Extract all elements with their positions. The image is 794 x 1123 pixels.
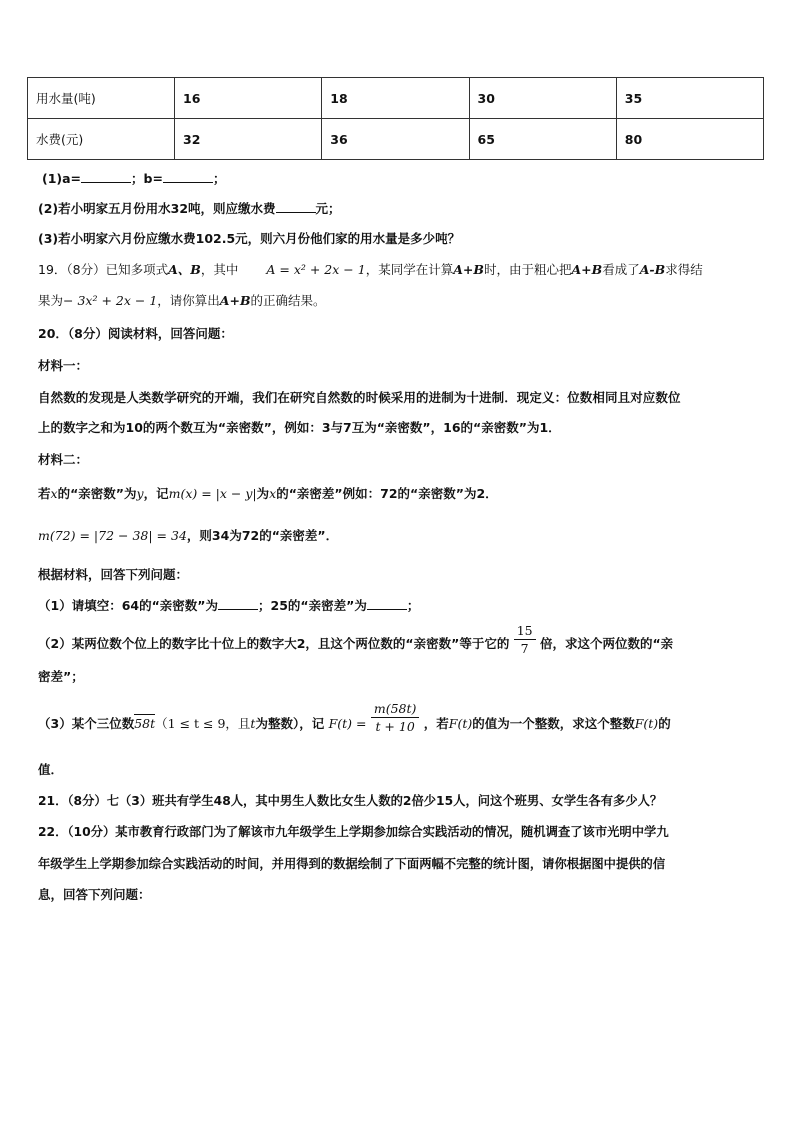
q20-title: 20．（8分）阅读材料，回答问题：: [38, 326, 233, 341]
material-one-title: 材料一：: [38, 358, 89, 373]
table-cell: 80: [616, 119, 763, 160]
q18-part2: (2)若小明家五月份用水32吨，则应缴水费 元；: [38, 201, 341, 216]
table-cell: 16: [175, 78, 322, 119]
table-row: [28, 119, 764, 160]
answer-blank[interactable]: [81, 170, 131, 183]
q20-sub2-line1: （2）某两位数个位上的数字比十位上的数字大2，且这个两位数的“亲密数”等于它的 $\frac{15}{7}$ 倍，求这个两位数的“亲: [38, 623, 674, 656]
table-cell: 35: [616, 78, 763, 119]
q19-line1: 19．（8分）已知多项式A、B，其中 A = x² + 2x − 1，某同学在计算A+B时，由于粗心把A+B看成了A-B求得结: [38, 262, 703, 277]
three-digit-number: 58t: [134, 716, 156, 731]
material-two-title: 材料二：: [38, 452, 89, 467]
material-one-line2: 上的数字之和为10的两个数互为“亲密数”，例如：3与7互为“亲密数”，16的“亲密数”为1．: [38, 420, 561, 435]
expr-a: A = x² + 2x − 1: [266, 262, 366, 277]
material-one-line1: 自然数的发现是人类数学研究的开端，我们在研究自然数的时候采用的进制为十进制．现定义：位数相同且对应数位: [38, 390, 681, 405]
q22-line2: 年级学生上学期参加综合实践活动的时间，并用得到的数据绘制了下面两幅不完整的统计图，请你根据图中提供的信: [38, 857, 666, 871]
table-cell: 18: [322, 78, 469, 119]
q20-ask: 根据材料，回答下列问题：: [38, 567, 189, 582]
answer-blank[interactable]: [367, 597, 407, 610]
table-row: [28, 78, 764, 119]
answer-blank[interactable]: [163, 170, 213, 183]
q20-sub3-line2: 值．: [38, 762, 64, 777]
material-two-line2: m(72) = |72 − 38| = 34，则34为72的“亲密差”．: [38, 528, 339, 543]
expr-m72: m(72) = |72 − 38| = 34: [38, 528, 187, 543]
q18-part3: (3)若小明家六月份应缴水费102.5元，则六月份他们家的用水量是多少吨？: [38, 231, 461, 246]
table-cell: 30: [469, 78, 616, 119]
answer-blank[interactable]: [276, 200, 316, 213]
q19-line2: 果为− 3x² + 2x − 1，请你算出A+B的正确结果。: [38, 293, 326, 308]
table-cell: 65: [469, 119, 616, 160]
table-cell: 36: [322, 119, 469, 160]
table-cell: 水费(元): [28, 119, 175, 160]
expr-mx: m(x) = |x − y|: [168, 486, 257, 501]
q22-line1: 22．（10分）某市教育行政部门为了解该市九年级学生上学期参加综合实践活动的情况，随机调查了该市光明中学九: [38, 825, 669, 839]
fraction-15-7: $\frac{15}{7}$: [514, 622, 536, 657]
expr-result: − 3x² + 2x − 1: [63, 293, 158, 308]
table-cell: 32: [175, 119, 322, 160]
q20-sub2-line2: 密差”；: [38, 669, 84, 684]
table-cell: 用水量(吨): [28, 78, 175, 119]
answer-blank[interactable]: [218, 597, 258, 610]
material-two-line1: 若x的“亲密数”为y，记m(x) = |x − y|为x的“亲密差”例如：72的“亲密数”为2．: [38, 486, 498, 501]
q18-part1: (1)a= ；b= ；: [42, 171, 226, 186]
water-fee-table: [27, 77, 764, 160]
q21: 21．（8分）七（3）班共有学生48人，其中男生人数比女生人数的2倍少15人，问这个班男、女学生各有多少人？: [38, 794, 663, 808]
q20-sub1: （1）请填空：64的“亲密数”为 ；25的“亲密差”为 ；: [38, 598, 420, 613]
q20-sub3-line1: （3）某个三位数58t（1 ≤ t ≤ 9，且t为整数），记 F(t) = $\frac{m(58t)}{t + 10}$ ，若F(t)的值为一个整数，求这个整数F(t)的: [38, 701, 671, 734]
fraction-F: $\frac{m(58t)}{t + 10}$: [371, 700, 420, 735]
q22-line3: 息，回答下列问题：: [38, 887, 151, 902]
